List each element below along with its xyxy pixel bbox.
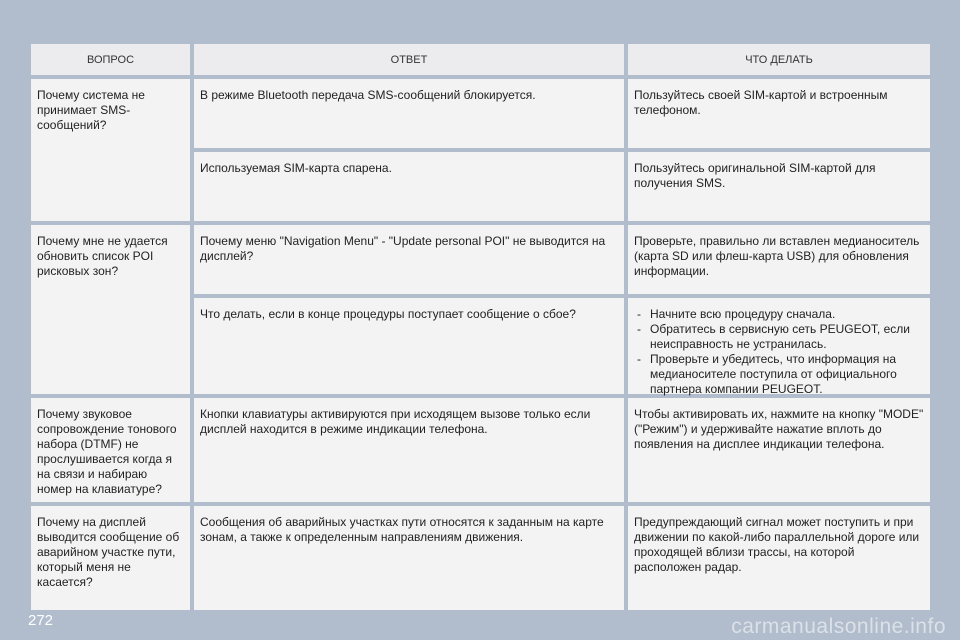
faq-table xyxy=(31,44,930,610)
question-cell: Почему звуковое сопровождение тонового набора (DTMF) не прослушивается когда я на связи и набираю номер на клавиатуре? xyxy=(31,398,190,502)
question-cell: Почему мне не удается обновить список POI рисковых зон? xyxy=(31,225,190,394)
answer-cell: В режиме Bluetooth передача SMS-сообщений блокируется. xyxy=(194,79,624,148)
step-item: - Проверьте и убедитесь, что информация на медианосителе поступила от официального партнера компании PEUGEOT. xyxy=(634,352,924,397)
header-action: ЧТО ДЕЛАТЬ xyxy=(628,44,930,75)
question-cell: Почему на дисплей выводится сообщение об аварийном участке пути, который меня не касается? xyxy=(31,506,190,610)
step-item: - Обратитесь в сервисную сеть PEUGEOT, если неисправность не устранилась. xyxy=(634,322,924,352)
answer-cell: Почему меню "Navigation Menu" - "Update personal POI" не выводится на дисплей? xyxy=(194,225,624,294)
answer-cell: Что делать, если в конце процедуры поступает сообщение о сбое? xyxy=(194,298,624,394)
action-cell xyxy=(628,298,930,394)
header-answer: ОТВЕТ xyxy=(194,44,624,75)
action-cell: Чтобы активировать их, нажмите на кнопку "MODE" ("Режим") и удерживайте нажатие вплоть до появления на дисплее индикации телефона. xyxy=(628,398,930,502)
action-cell: Предупреждающий сигнал может поступить и при движении по какой-либо параллельной дороге или проходящей вблизи трассы, на которой расположен радар. xyxy=(628,506,930,610)
answer-cell: Кнопки клавиатуры активируются при исходящем вызове только если дисплей находится в режиме индикации телефона. xyxy=(194,398,624,502)
action-cell: Пользуйтесь своей SIM-картой и встроенным телефоном. xyxy=(628,79,930,148)
steps-list xyxy=(634,307,924,397)
action-cell: Пользуйтесь оригинальной SIM-картой для получения SMS. xyxy=(628,152,930,221)
header-question: ВОПРОС xyxy=(31,44,190,75)
question-cell: Почему система не принимает SMS-сообщений? xyxy=(31,79,190,221)
action-cell: Проверьте, правильно ли вставлен медианоситель (карта SD или флеш-карта USB) для обновления информации. xyxy=(628,225,930,294)
step-item: - Начните всю процедуру сначала. xyxy=(634,307,924,322)
answer-cell: Сообщения об аварийных участках пути относятся к заданным на карте зонам, а также к определенным направлениям движения. xyxy=(194,506,624,610)
answer-cell: Используемая SIM-карта спарена. xyxy=(194,152,624,221)
watermark: carmanualsonline.info xyxy=(731,615,946,638)
page-number: 272 xyxy=(28,612,54,629)
